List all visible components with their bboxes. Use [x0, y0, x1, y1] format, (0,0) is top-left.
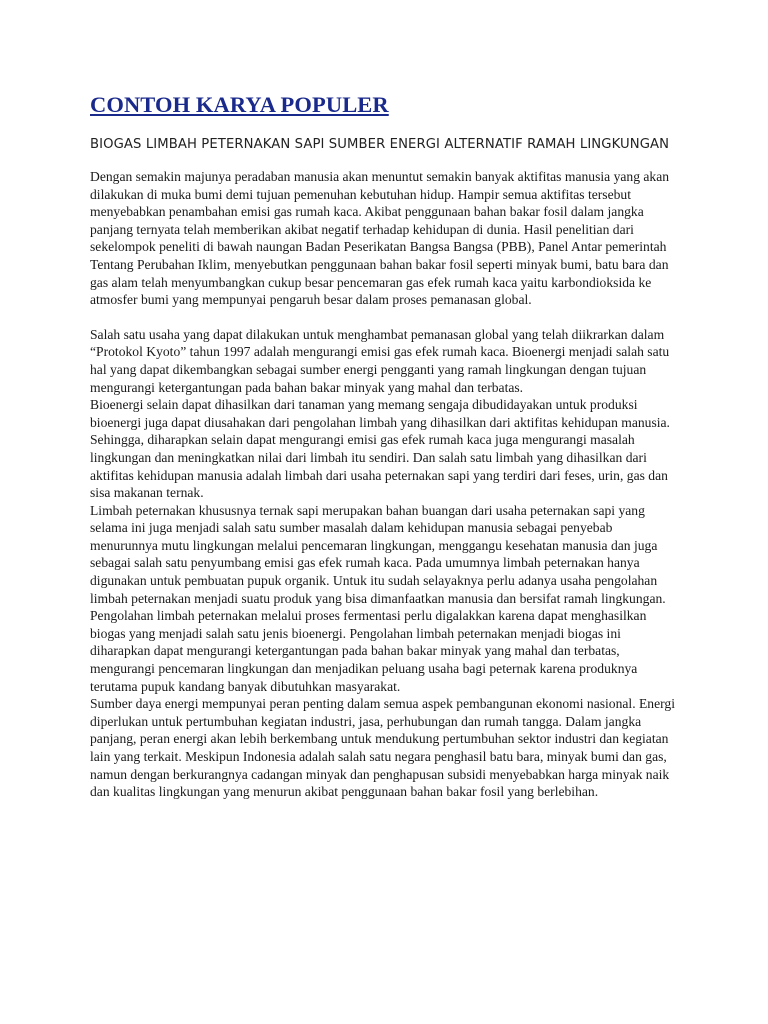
document-page [90, 92, 680, 801]
paragraph-1: Dengan semakin majunya peradaban manusia akan menuntut semakin banyak aktifitas manusia yang akan dilakukan di muka bumi demi tujuan pemenuhan kebutuhan hidup. Hampir semua aktifitas tersebut menyebabkan penambahan emisi gas rumah kaca. Akibat penggunaan bahan bakar fosil dalam jangka panjang ternyata telah memberikan akibat negatif terhadap kehidupan di dunia. Hasil penelitian dari sekelompok peneliti di bawah naungan Badan Peserikatan Bangsa Bangsa (PBB), Panel Antar pemerintah Tentang Perubahan Iklim, menyebutkan penggunaan bahan bakar fosil seperti minyak bumi, batu bara dan gas alam telah menyumbangkan cukup besar pencemaran gas efek rumah kaca yaitu karbondioksida ke atmosfer bumi yang mempunyai pengaruh besar dalam proses pemanasan global. [90, 169, 670, 308]
paragraph-gap [90, 309, 680, 326]
article-subtitle: BIOGAS LIMBAH PETERNAKAN SAPI SUMBER ENERGI ALTERNATIF RAMAH LINGKUNGAN [90, 137, 670, 152]
paragraph-5: Pengolahan limbah peternakan melalui proses fermentasi perlu digalakkan karena dapat menghasilkan biogas yang menjadi salah satu jenis bioenergi. Pengolahan limbah peternakan menjadi biogas ini diharapkan dapat mengurangi ketergantungan pada bahan bakar minyak yang mahal dan terbatas, mengurangi pencemaran lingkungan dan menjadikan peluang usaha bagi peternak karena produknya terutama pupuk kandang banyak dibutuhkan masyarakat. [90, 608, 647, 694]
page-title: CONTOH KARYA POPULER [90, 92, 389, 117]
paragraph-4: Limbah peternakan khususnya ternak sapi merupakan bahan buangan dari usaha peternakan sapi yang selama ini juga menjadi salah satu sumber masalah dalam kehidupan manusia sebagai penyebab menurunnya mutu lingkungan melalui pencemaran lingkungan, menggangu kesehatan manusia dan juga sebagai salah satu penyumbang emisi gas efek rumah kaca. Pada umumnya limbah peternakan hanya digunakan untuk pembuatan pupuk organik. Untuk itu sudah selayaknya perlu adanya usaha pengolahan limbah peternakan menjadi suatu produk yang bisa dimanfaatkan manusia dan bersifat ramah lingkungan. [90, 502, 666, 606]
paragraph-3: Bioenergi selain dapat dihasilkan dari tanaman yang memang sengaja dibudidayakan untuk produksi bioenergi juga dapat diusahakan dari pengolahan limbah yang dihasilkan dari aktifitas kehidupan manusia. Sehingga, diharapkan selain dapat mengurangi emisi gas efek rumah kaca juga mengurangi masalah lingkungan dan meningkatkan nilai dari limbah itu sendiri. Dan salah satu limbah yang dihasilkan dari aktifitas kehidupan manusia adalah limbah dari usaha peternakan sapi yang terdiri dari feses, urin, gas dan sisa makanan ternak. [90, 397, 670, 501]
paragraph-6: Sumber daya energi mempunyai peran penting dalam semua aspek pembangunan ekonomi nasional. Energi diperlukan untuk pertumbuhan kegiatan industri, jasa, perhubungan dan rumah tangga. Dalam jangka panjang, peran energi akan lebih berkembang untuk mendukung pertumbuhan sektor industri dan kegiatan lain yang terkait. Meskipun Indonesia adalah salah satu negara penghasil batu bara, minyak bumi dan gas, namun dengan berkurangnya cadangan minyak dan penghapusan subsidi menyebabkan harga minyak naik dan kualitas lingkungan yang menurun akibat penggunaan bahan bakar fosil yang berlebihan. [90, 696, 675, 800]
paragraph-2: Salah satu usaha yang dapat dilakukan untuk menghambat pemanasan global yang telah diikrarkan dalam “Protokol Kyoto” tahun 1997 adalah mengurangi emisi gas efek rumah kaca. Bioenergi menjadi salah satu hal yang dapat dikembangkan sebagai sumber energi pengganti yang ramah lingkungan dengan tujuan mengurangi ketergantungan pada bahan bakar minyak yang mahal dan terbatas. [90, 326, 670, 395]
